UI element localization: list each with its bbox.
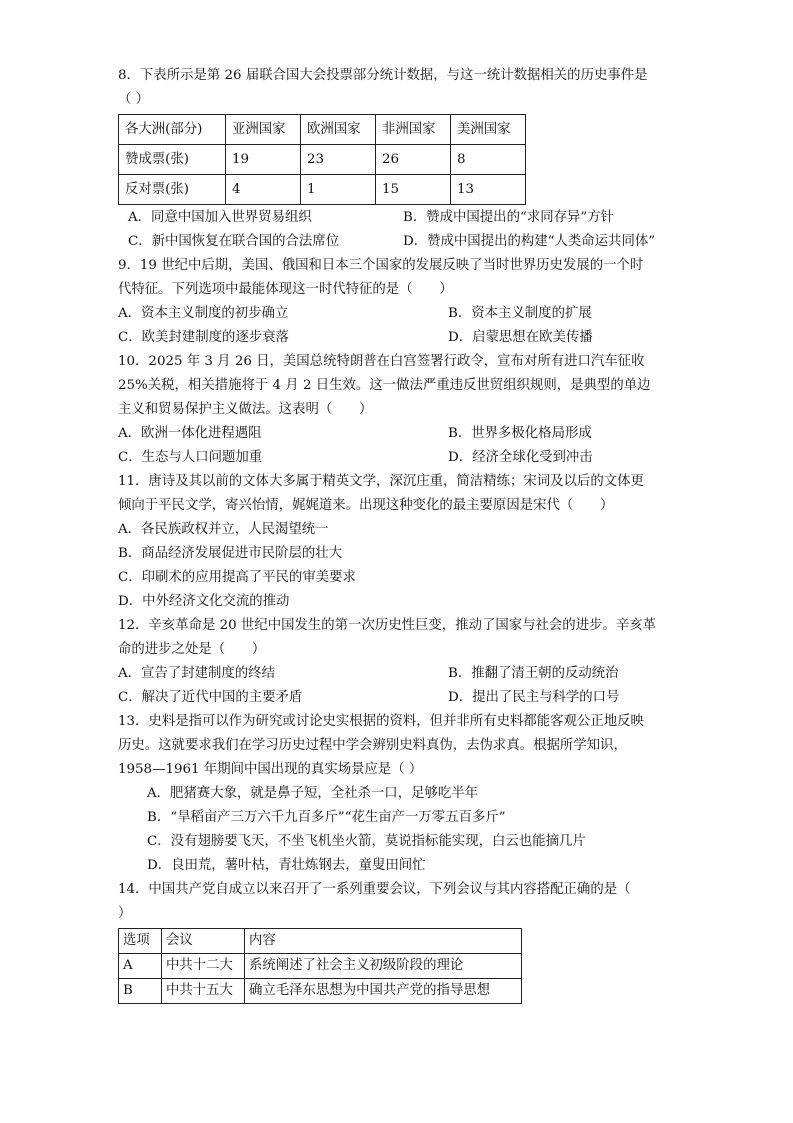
question-stem: 12．辛亥革命是 20 世纪中国发生的第一次历史性巨变，推动了国家与社会的进步。辛亥革 xyxy=(118,618,657,633)
option-b[interactable]: B．“旱稻亩产三万六千九百多斤”“花生亩产一万零五百多斤” xyxy=(147,810,506,825)
table-cell: 赞成票(张) xyxy=(119,145,226,175)
table-row xyxy=(119,175,526,205)
vote-statistics-table xyxy=(118,114,526,205)
question-stem: 25%关税，相关措施将于 4 月 2 日生效。这一做法严重违反世贸组织规则，是典型的单边 xyxy=(118,378,651,393)
table-header-cell: 会议 xyxy=(162,929,245,954)
table-header-cell: 选项 xyxy=(119,929,162,954)
option-d[interactable]: D．中外经济文化交流的推动 xyxy=(118,594,290,609)
table-header-cell: 亚洲国家 xyxy=(226,115,301,145)
table-cell: 反对票(张) xyxy=(119,175,226,205)
question-stem: 历史。这就要求我们在学习历史过程中学会辨别史料真伪，去伪求真。根据所学知识， xyxy=(118,738,627,753)
option-a[interactable]: A．资本主义制度的初步确立 xyxy=(118,306,289,321)
question-10 xyxy=(118,350,678,470)
table-cell: 中共十五大 xyxy=(162,979,245,1004)
option-c[interactable]: C．生态与人口问题加重 xyxy=(118,450,263,465)
table-cell: 中共十二大 xyxy=(162,954,245,979)
table-cell: 15 xyxy=(376,175,451,205)
table-header-cell: 内容 xyxy=(245,929,522,954)
option-a[interactable]: A．宣告了封建制度的终结 xyxy=(118,666,275,681)
option-row xyxy=(118,422,678,446)
table-cell: 13 xyxy=(451,175,526,205)
option-row xyxy=(118,446,678,470)
table-cell: 8 xyxy=(451,145,526,175)
question-9 xyxy=(118,254,678,350)
option-d[interactable]: D．赞成中国提出的构建“人类命运共同体” xyxy=(403,234,656,249)
option-d[interactable]: D．提出了民主与科学的口号 xyxy=(448,690,620,705)
question-11 xyxy=(118,470,678,614)
question-stem: 主义和贸易保护主义做法。这表明（ ） xyxy=(118,402,373,417)
exam-page xyxy=(118,64,678,1004)
table-cell: B xyxy=(119,979,162,1004)
option-a[interactable]: A．各民族政权并立，人民渴望统一 xyxy=(118,522,329,537)
table-row xyxy=(119,954,522,979)
question-stem: 9．19 世纪中后期，美国、俄国和日本三个国家的发展反映了当时世界历史发展的一个时 xyxy=(118,258,644,273)
question-13 xyxy=(118,710,678,878)
option-row xyxy=(118,662,678,686)
option-b[interactable]: B．世界多极化格局形成 xyxy=(448,426,592,441)
meeting-content-table xyxy=(118,928,522,1004)
option-c[interactable]: C．欧美封建制度的逐步衰落 xyxy=(118,330,289,345)
table-cell: 26 xyxy=(376,145,451,175)
question-stem: ） xyxy=(118,906,132,921)
option-d[interactable]: D．良田荒，薯叶枯，青壮炼钢去，童叟田间忙 xyxy=(147,858,426,873)
option-b[interactable]: B．资本主义制度的扩展 xyxy=(448,306,592,321)
table-header-row xyxy=(119,929,522,954)
option-c[interactable]: C．印刷术的应用提高了平民的审美要求 xyxy=(118,570,356,585)
option-a[interactable]: A．欧洲一体化进程遇阻 xyxy=(118,426,262,441)
question-stem: 11．唐诗及其以前的文体大多属于精英文学，深沉庄重，简洁精练；宋词及以后的文体更 xyxy=(118,474,644,489)
option-c[interactable]: C．解决了近代中国的主要矛盾 xyxy=(118,690,303,705)
question-stem: 命的进步之处是（ ） xyxy=(118,642,266,657)
question-12 xyxy=(118,614,678,710)
option-c[interactable]: C．新中国恢复在联合国的合法席位 xyxy=(128,234,340,249)
option-a[interactable]: A．同意中国加入世界贸易组织 xyxy=(128,210,312,225)
option-c[interactable]: C．没有翅膀要飞天，不坐飞机坐火箭，莫说指标能实现，白云也能摘几片 xyxy=(147,834,586,849)
table-cell: 4 xyxy=(226,175,301,205)
table-header-cell: 各大洲(部分) xyxy=(119,115,226,145)
question-stem: （ ） xyxy=(118,92,150,107)
question-stem: 10．2025 年 3 月 26 日，美国总统特朗普在白宫签署行政令，宣布对所有进口汽车征收 xyxy=(118,354,645,369)
question-stem: 14．中国共产党自成立以来召开了一系列重要会议，下列会议与其内容搭配正确的是（ xyxy=(118,882,631,897)
table-header-cell: 欧洲国家 xyxy=(301,115,376,145)
question-stem: 代特征。下列选项中最能体现这一时代特征的是（ ） xyxy=(118,282,453,297)
option-d[interactable]: D．经济全球化受到冲击 xyxy=(448,450,593,465)
option-row xyxy=(118,686,678,710)
option-row xyxy=(118,302,678,326)
option-b[interactable]: B．赞成中国提出的“求同存异”方针 xyxy=(403,210,614,225)
table-row xyxy=(119,979,522,1004)
option-row xyxy=(118,326,678,350)
table-header-row xyxy=(119,115,526,145)
table-cell: 系统阐述了社会主义初级阶段的理论 xyxy=(245,954,522,979)
question-stem: 倾向于平民文学，寄兴怡情，娓娓道来。出现这种变化的最主要原因是宋代（ ） xyxy=(118,498,614,513)
question-stem: 13．史料是指可以作为研究或讨论史实根据的资料，但并非所有史料都能客观公正地反映 xyxy=(118,714,644,729)
option-a[interactable]: A．肥猪赛大象，就是鼻子短，全社杀一口，足够吃半年 xyxy=(147,786,479,801)
option-b[interactable]: B．商品经济发展促进市民阶层的壮大 xyxy=(118,546,343,561)
option-row xyxy=(118,206,678,230)
question-stem: 1958—1961 年期间中国出现的真实场景应是（ ） xyxy=(118,762,423,777)
table-cell: 23 xyxy=(301,145,376,175)
table-cell: 确立毛泽东思想为中国共产党的指导思想 xyxy=(245,979,522,1004)
option-b[interactable]: B．推翻了清王朝的反动统治 xyxy=(448,666,619,681)
question-stem: 8．下表所示是第 26 届联合国大会投票部分统计数据，与这一统计数据相关的历史事件是 xyxy=(118,68,648,83)
table-row xyxy=(119,145,526,175)
table-cell: 1 xyxy=(301,175,376,205)
question-14 xyxy=(118,878,678,1004)
table-header-cell: 非洲国家 xyxy=(376,115,451,145)
table-cell: A xyxy=(119,954,162,979)
table-cell: 19 xyxy=(226,145,301,175)
option-d[interactable]: D．启蒙思想在欧美传播 xyxy=(448,330,593,345)
question-8 xyxy=(118,64,678,254)
option-row xyxy=(118,230,678,254)
table-header-cell: 美洲国家 xyxy=(451,115,526,145)
